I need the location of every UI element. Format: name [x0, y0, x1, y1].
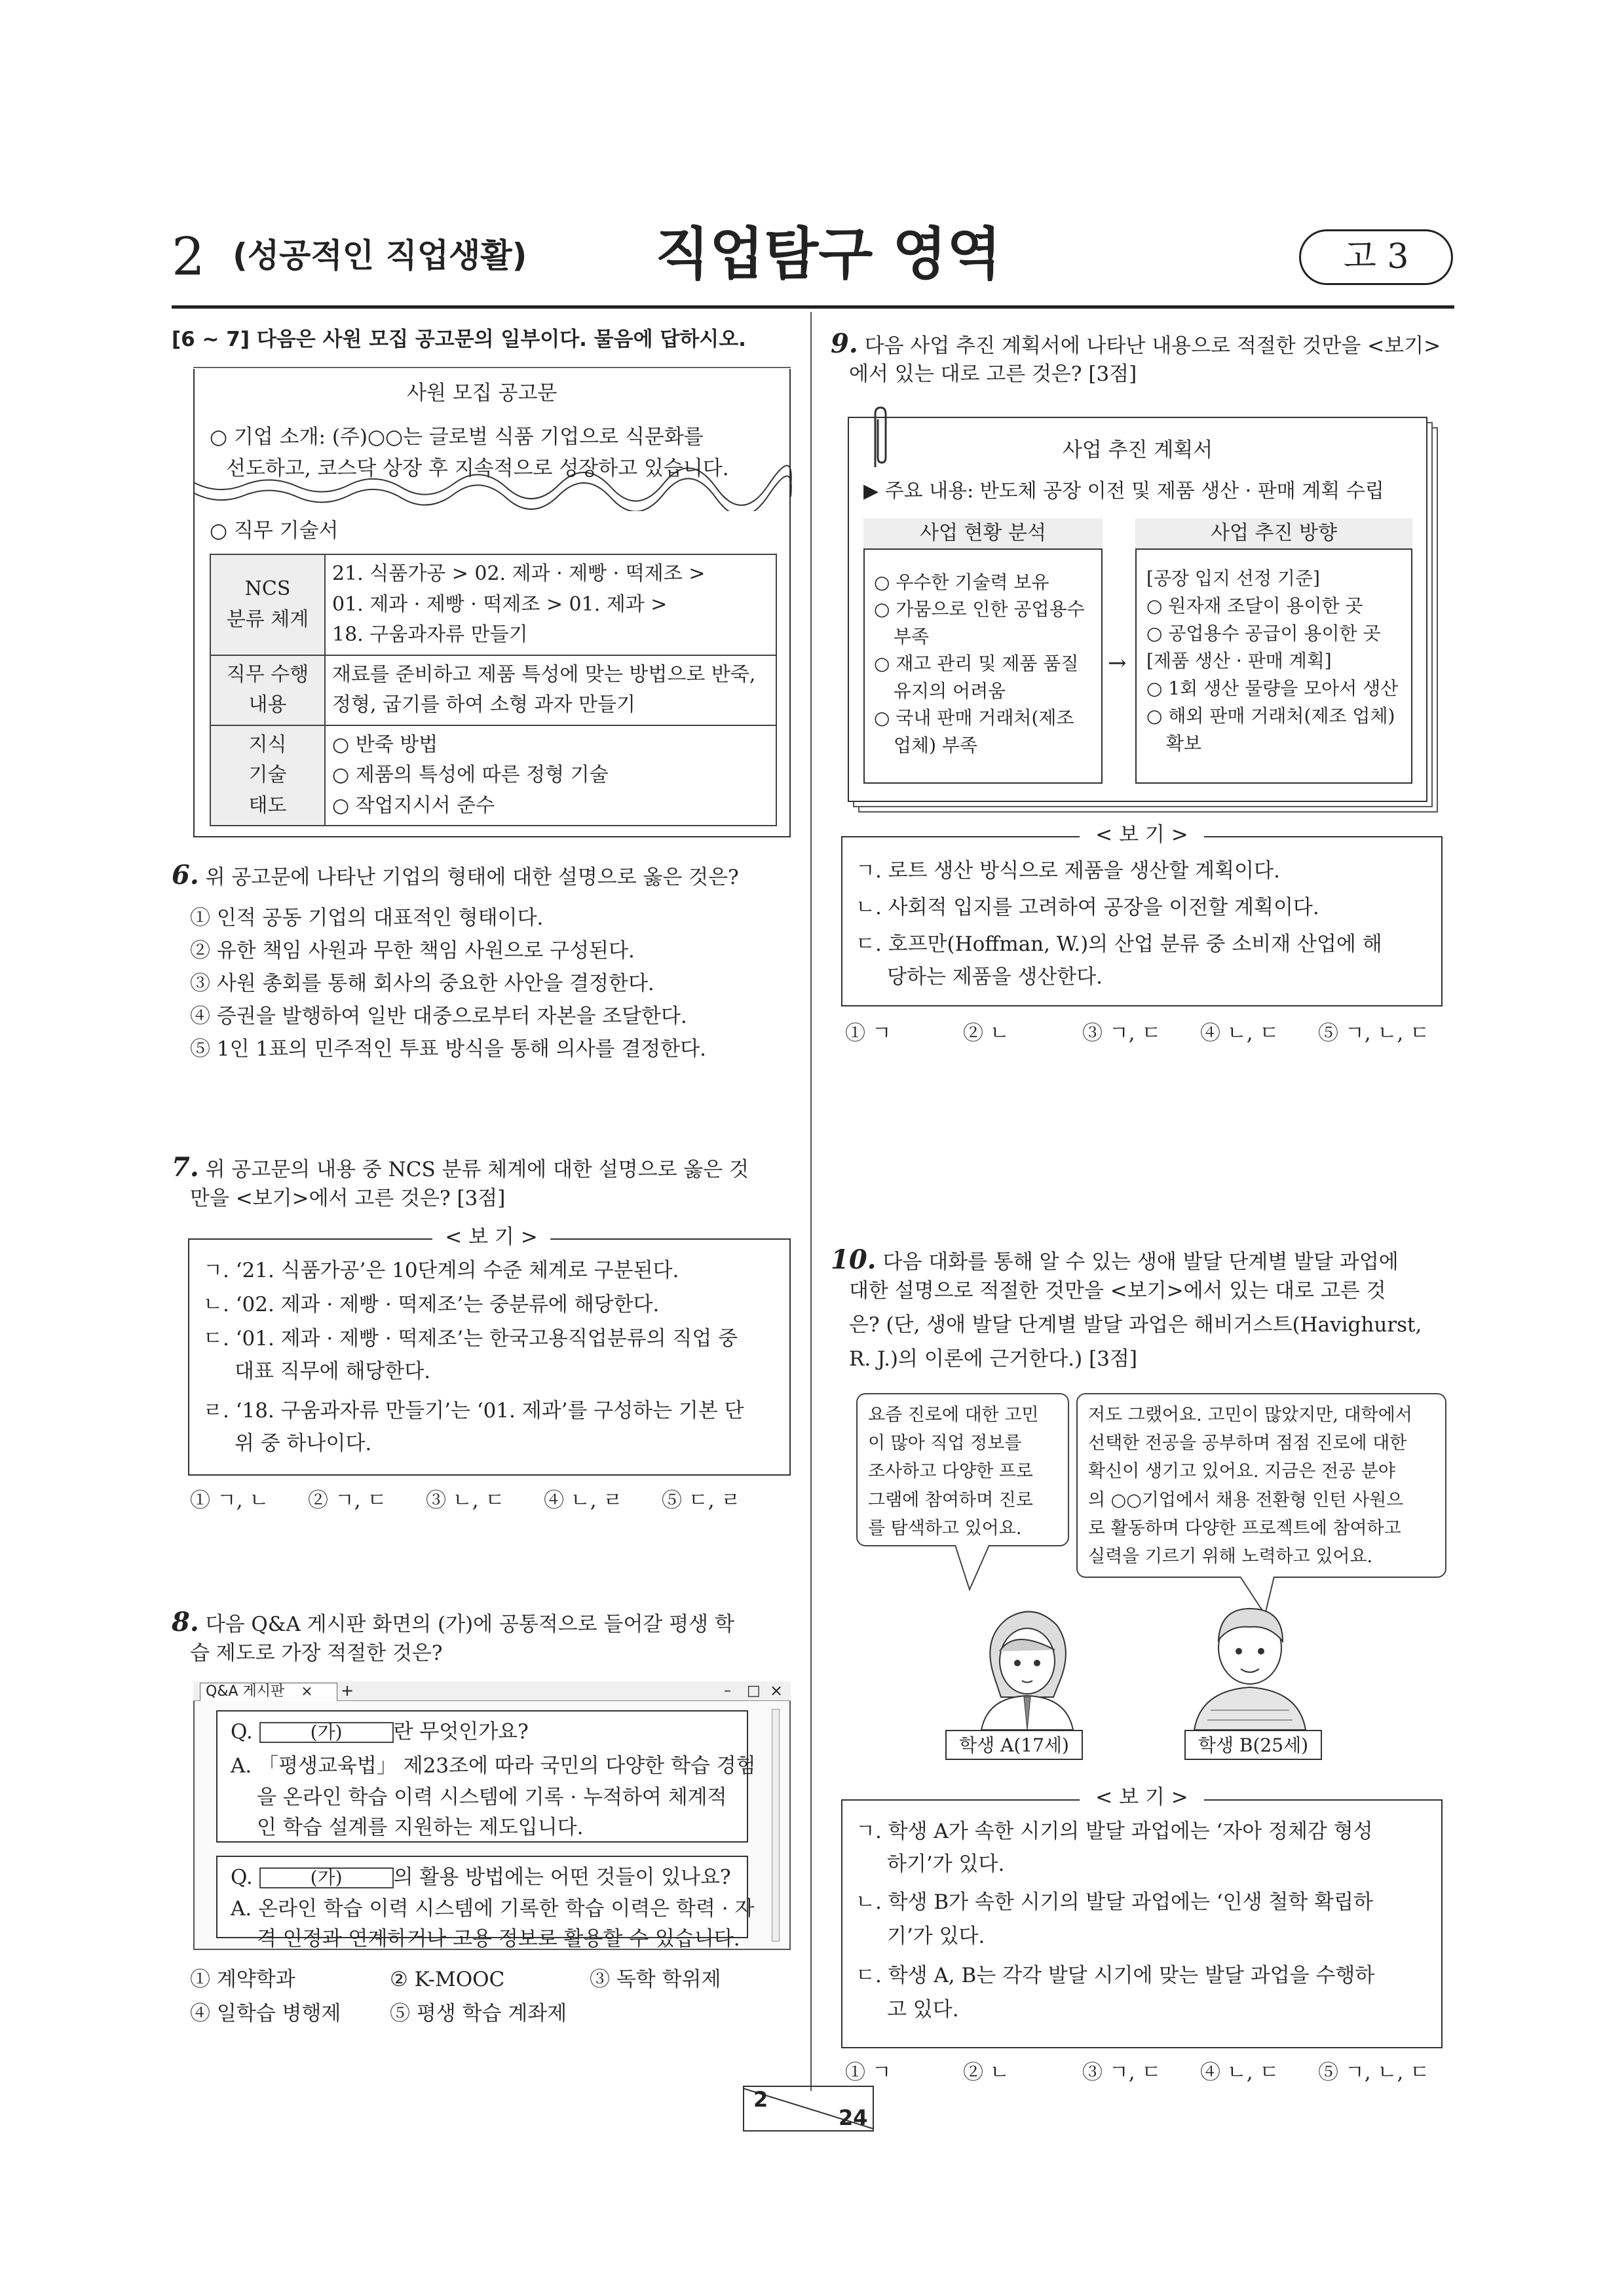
arrow-icon: →	[1108, 650, 1127, 676]
q7-bogi-4: ㄹ. ‘18. 구움과자류 만들기’는 ‘01. 제과’를 구성하는 기본 단	[203, 1399, 744, 1423]
q7-option-4[interactable]: ④ ㄴ, ㄹ	[544, 1489, 623, 1512]
question-10-stem: 10. 다음 대화를 통해 알 수 있는 생애 발달 단계별 발달 과업에	[831, 1244, 1399, 1275]
q9-bogi-1: ㄱ. 로트 생산 방식으로 제품을 생산할 계획이다.	[856, 859, 1280, 883]
close-icon[interactable]: ×	[770, 1681, 784, 1700]
q9-option-1[interactable]: ① ㄱ	[845, 1022, 892, 1045]
q7-bogi-3: ㄷ. ‘01. 제과 · 제빵 · 떡제조’는 한국고용직업분류의 직업 중	[203, 1327, 738, 1350]
question-group-intro: [6 ~ 7] 다음은 사원 모집 공고문의 일부이다. 물음에 답하시오.	[172, 328, 746, 351]
q8-option-5[interactable]: ⑤ 평생 학습 계좌제	[390, 2002, 567, 2025]
q6-option-2[interactable]: ② 유한 책임 사원과 무한 책임 사원으로 구성된다.	[190, 939, 635, 963]
speech-bubble-b: 저도 그랬어요. 고민이 많았지만, 대학에서 선택한 전공을 공부하며 점점 진로에 대한 확신이 생기고 있어요. 지금은 전공 분야 의 ○○기업에서 채용 전환형 인턴 사원으 로 활동하며 다양한 프로젝트에 참여하고 실력을 기르기 위해 노력하고 있어요.	[1076, 1393, 1446, 1578]
q9-option-5[interactable]: ⑤ ㄱ, ㄴ, ㄷ	[1318, 1022, 1430, 1045]
row-head-duty: 직무 수행 내용	[210, 655, 325, 725]
q7-option-1[interactable]: ① ㄱ, ㄴ	[190, 1489, 269, 1512]
q9-bogi-2: ㄴ. 사회적 입지를 고려하여 공장을 이전할 계획이다.	[856, 896, 1319, 919]
current-analysis-head: 사업 현황 분석	[863, 518, 1103, 550]
q8-option-1[interactable]: ① 계약학과	[190, 1968, 295, 1991]
question-7-stem-2: 만을 <보기>에서 고른 것은? [3점]	[190, 1187, 506, 1210]
ncs-table	[210, 554, 777, 826]
blank-ga: (가)	[259, 1867, 394, 1888]
q10-bogi-3: ㄷ. 학생 A, B는 각각 발달 시기에 맞는 발달 과업을 수행하	[856, 1964, 1375, 1987]
qa2-answer-1: A. 온라인 학습 이력 시스템에 기록한 학습 이력은 학력 · 자	[231, 1897, 755, 1921]
q10-option-3[interactable]: ③ ㄱ, ㄷ	[1082, 2061, 1161, 2084]
q10-bogi-2: ㄴ. 학생 B가 속한 시기의 발달 과업에는 ‘인생 철학 확립하	[856, 1890, 1373, 1914]
qa1-answer-1: A. 「평생교육법」 제23조에 따라 국민의 다양한 학습 경험	[231, 1754, 756, 1778]
maximize-icon[interactable]: □	[747, 1683, 761, 1699]
question-8-stem-2: 습 제도로 가장 적절한 것은?	[190, 1641, 443, 1665]
column-divider	[810, 312, 812, 2091]
exam-title: 직업탐구 영역	[655, 221, 1002, 287]
table-row	[210, 725, 776, 826]
grade-badge: 고 3	[1299, 229, 1453, 285]
qa2-answer-2: 격 인정과 연계하거나 고용 정보로 활용할 수 있습니다.	[257, 1927, 740, 1951]
direction-head: 사업 추진 방향	[1135, 518, 1412, 550]
notice-title: 사원 모집 공고문	[407, 381, 557, 405]
question-10-stem-4: R. J.)의 이론에 근거한다.) [3점]	[849, 1347, 1137, 1371]
row-body-ksa: ○ 반죽 방법 ○ 제품의 특성에 따른 정형 기술 ○ 작업지시서 준수	[325, 725, 776, 826]
q10-option-2[interactable]: ② ㄴ	[963, 2061, 1010, 2084]
qa2-question: Q. (가) 의 활용 방법에는 어떤 것들이 있나요?	[231, 1866, 731, 1889]
q8-option-3[interactable]: ③ 독학 학위제	[590, 1968, 721, 1991]
q9-option-4[interactable]: ④ ㄴ, ㄷ	[1200, 1022, 1279, 1045]
new-tab-icon[interactable]: +	[341, 1681, 354, 1700]
current-analysis-list: ○ 우수한 기술력 보유 ○ 가뭄으로 인한 공업용수 부족 ○ 재고 관리 및 제품 품질 유지의 어려움 ○ 국내 판매 거래처(제조 업체) 부족	[874, 571, 1085, 756]
q7-option-5[interactable]: ⑤ ㄷ, ㄹ	[662, 1489, 741, 1512]
minimize-icon[interactable]: –	[724, 1683, 731, 1699]
q10-bogi-1: ㄱ. 학생 A가 속한 시기의 발달 과업에는 ‘자아 정체감 형성	[856, 1820, 1373, 1843]
row-head-ksa: 지식 기술 태도	[210, 725, 325, 826]
q9-bogi-3: ㄷ. 호프만(Hoffman, W.)의 산업 분류 중 소비재 산업에 해	[856, 932, 1382, 956]
row-body-duty: 재료를 준비하고 제품 특성에 맞는 방법으로 반죽, 정형, 굽기를 하여 소형 과자 만들기	[325, 655, 776, 725]
table-row	[210, 655, 776, 725]
direction-list: [공장 입지 선정 기준] ○ 원자재 조달이 용이한 곳 ○ 공업용수 공급이 용이한 곳 [제품 생산 · 판매 계획] ○ 1회 생산 물량을 모아서 생산 ○ 해외 판매 거래처(제조 업체) 확보	[1146, 567, 1399, 754]
plan-main-content: ▶ 주요 내용: 반도체 공장 이전 및 제품 생산 · 판매 계획 수립	[863, 480, 1384, 503]
page-number: 2	[172, 226, 205, 287]
job-desc-label: ○ 직무 기술서	[210, 519, 339, 543]
q6-option-5[interactable]: ⑤ 1인 1표의 민주적인 투표 방식을 통해 의사를 결정한다.	[190, 1037, 706, 1061]
question-6-stem: 6. 위 공고문에 나타난 기업의 형태에 대한 설명으로 옳은 것은?	[172, 860, 739, 890]
q7-bogi-3b: 대표 직무에 해당한다.	[235, 1360, 431, 1383]
qa1-question: Q. (가) 란 무엇인가요?	[231, 1720, 529, 1744]
q10-option-4[interactable]: ④ ㄴ, ㄷ	[1200, 2061, 1279, 2084]
row-body-ncs: 21. 식품가공 > 02. 제과 · 제빵 · 떡제조 > 01. 제과 · 제빵 · 떡제조 > 01. 제과 > 18. 구움과자류 만들기	[325, 554, 776, 655]
q9-bogi-label: < 보 기 >	[1080, 825, 1204, 845]
question-10-stem-2: 대한 설명으로 적절한 것만을 <보기>에서 있는 대로 고른 것	[849, 1279, 1386, 1303]
q7-option-2[interactable]: ② ㄱ, ㄷ	[308, 1489, 387, 1512]
qa1-answer-2: 을 온라인 학습 이력 시스템에 기록 · 누적하여 체계적	[257, 1786, 727, 1809]
qa1-answer-3: 인 학습 설계를 지원하는 제도입니다.	[257, 1816, 584, 1839]
header-rule	[172, 305, 1454, 309]
q10-option-5[interactable]: ⑤ ㄱ, ㄴ, ㄷ	[1318, 2061, 1430, 2084]
q7-bogi-1: ㄱ. ‘21. 식품가공’은 10단계의 수준 체계로 구분된다.	[203, 1259, 679, 1282]
footer-total-pages: 24	[839, 2105, 868, 2130]
row-head-ncs: NCS 분류 체계	[210, 554, 325, 655]
q7-bogi-label: < 보 기 >	[432, 1227, 550, 1248]
subject-subtitle: (성공적인 직업생활)	[233, 237, 527, 275]
question-9-stem-2: 에서 있는 대로 고른 것은? [3점]	[849, 362, 1137, 386]
q8-option-4[interactable]: ④ 일학습 병행제	[190, 2002, 341, 2025]
q6-option-1[interactable]: ① 인적 공동 기업의 대표적인 형태이다.	[190, 906, 544, 930]
q6-option-4[interactable]: ④ 증권을 발행하여 일반 대중으로부터 자본을 조달한다.	[190, 1004, 687, 1028]
q7-bogi-4b: 위 중 하나이다.	[235, 1432, 372, 1455]
q8-option-2[interactable]: ② K-MOOC	[390, 1968, 505, 1991]
tab-close-icon[interactable]: ×	[301, 1683, 313, 1700]
student-b-label: 학생 B(25세)	[1184, 1730, 1322, 1760]
q10-bogi-3b: 고 있다.	[887, 1998, 959, 2021]
question-7-stem: 7. 위 공고문의 내용 중 NCS 분류 체계에 대한 설명으로 옳은 것	[172, 1152, 749, 1183]
q10-bogi-1b: 하기’가 있다.	[887, 1852, 1005, 1876]
plan-title: 사업 추진 계획서	[1062, 438, 1213, 462]
qa-board-tab[interactable]: Q&A 게시판 ×	[200, 1683, 337, 1701]
q10-bogi-label: < 보 기 >	[1080, 1788, 1204, 1808]
speech-bubble-a: 요즘 진로에 대한 고민 이 많아 직업 정보를 조사하고 다양한 프로 그램에 참여하며 진로 를 탐색하고 있어요.	[856, 1393, 1069, 1546]
question-8-stem: 8. 다음 Q&A 게시판 화면의 (가)에 공통적으로 들어갈 평생 학	[172, 1607, 734, 1637]
q7-option-3[interactable]: ③ ㄴ, ㄷ	[426, 1489, 505, 1512]
bubble-a-tail	[950, 1544, 1002, 1596]
table-row	[210, 554, 776, 655]
student-a-illustration	[968, 1599, 1086, 1730]
student-a-label: 학생 A(17세)	[945, 1730, 1083, 1760]
q7-bogi-2: ㄴ. ‘02. 제과 · 제빵 · 떡제조’는 중분류에 해당한다.	[203, 1293, 660, 1316]
q10-bogi-2b: 기’가 있다.	[887, 1924, 985, 1948]
q6-option-3[interactable]: ③ 사원 총회를 통해 회사의 중요한 사안을 결정한다.	[190, 972, 654, 995]
q9-option-3[interactable]: ③ ㄱ, ㄷ	[1082, 1022, 1161, 1045]
student-b-illustration	[1184, 1589, 1315, 1730]
question-10-stem-3: 은? (단, 생애 발달 단계별 발달 과업은 해비거스트(Havighurst,	[849, 1313, 1422, 1337]
q9-option-2[interactable]: ② ㄴ	[963, 1022, 1010, 1045]
company-intro-line2: 선도하고, 코스닥 상장 후 지속적으로 성장하고 있습니다.	[226, 457, 729, 480]
blank-ga: (가)	[259, 1722, 394, 1743]
footer-page-number: 2	[753, 2087, 768, 2112]
paperclip-icon	[866, 405, 892, 470]
question-9-stem: 9. 다음 사업 추진 계획서에 나타난 내용으로 적절한 것만을 <보기>	[831, 328, 1441, 359]
q10-option-1[interactable]: ① ㄱ	[845, 2061, 892, 2084]
q9-bogi-3b: 당하는 제품을 생산한다.	[887, 965, 1103, 989]
scrollbar[interactable]	[772, 1709, 780, 1942]
company-intro-line1: ○ 기업 소개: (주)○○는 글로벌 식품 기업으로 식문화를	[210, 425, 704, 449]
